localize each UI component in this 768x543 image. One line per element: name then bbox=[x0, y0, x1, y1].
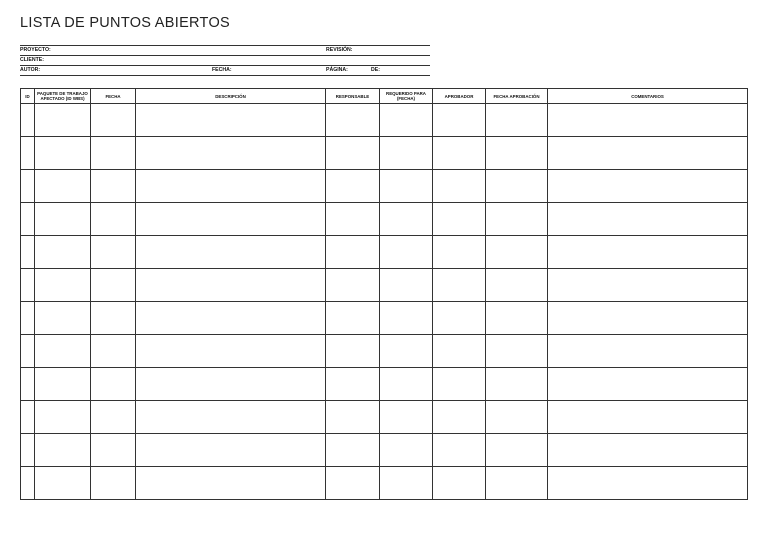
table-cell[interactable] bbox=[433, 203, 486, 236]
table-cell[interactable] bbox=[380, 434, 433, 467]
revision-label: REVISIÓN: bbox=[326, 47, 353, 53]
table-cell[interactable] bbox=[548, 434, 748, 467]
table-cell[interactable] bbox=[326, 335, 380, 368]
table-cell[interactable] bbox=[486, 236, 548, 269]
table-cell[interactable] bbox=[433, 434, 486, 467]
col-work-package: PAQUETE DE TRABAJO AFECTADO (ID WBS) bbox=[35, 89, 91, 104]
header-row-client bbox=[20, 55, 430, 65]
table-cell[interactable] bbox=[91, 203, 136, 236]
table-cell[interactable] bbox=[380, 236, 433, 269]
page-title: LISTA DE PUNTOS ABIERTOS bbox=[20, 15, 231, 31]
table-cell[interactable] bbox=[91, 401, 136, 434]
table-cell[interactable] bbox=[136, 467, 326, 500]
table-cell[interactable] bbox=[21, 302, 35, 335]
table-cell[interactable] bbox=[21, 104, 35, 137]
table-cell[interactable] bbox=[136, 434, 326, 467]
table-row bbox=[21, 170, 748, 203]
table-row bbox=[21, 137, 748, 170]
table-cell[interactable] bbox=[35, 104, 91, 137]
table-row bbox=[21, 467, 748, 500]
col-id: ID bbox=[21, 89, 35, 104]
table-cell[interactable] bbox=[35, 434, 91, 467]
table-cell[interactable] bbox=[433, 401, 486, 434]
table-cell[interactable] bbox=[548, 269, 748, 302]
table-cell[interactable] bbox=[486, 302, 548, 335]
table-cell[interactable] bbox=[21, 368, 35, 401]
table-cell[interactable] bbox=[326, 302, 380, 335]
table-row bbox=[21, 434, 748, 467]
col-approver: APROBADOR bbox=[433, 89, 486, 104]
table-cell[interactable] bbox=[35, 368, 91, 401]
table-row bbox=[21, 368, 748, 401]
table-row bbox=[21, 401, 748, 434]
table-cell[interactable] bbox=[21, 401, 35, 434]
table-cell[interactable] bbox=[35, 170, 91, 203]
table-cell[interactable] bbox=[486, 203, 548, 236]
col-date: FECHA bbox=[91, 89, 136, 104]
table-cell[interactable] bbox=[326, 236, 380, 269]
table-cell[interactable] bbox=[21, 137, 35, 170]
table-row bbox=[21, 335, 748, 368]
header-row-project bbox=[20, 45, 430, 55]
table-cell[interactable] bbox=[35, 203, 91, 236]
table-cell[interactable] bbox=[136, 104, 326, 137]
table-row bbox=[21, 203, 748, 236]
table-cell[interactable] bbox=[380, 203, 433, 236]
table-cell[interactable] bbox=[548, 335, 748, 368]
table-cell[interactable] bbox=[433, 236, 486, 269]
table-cell[interactable] bbox=[380, 368, 433, 401]
table-cell[interactable] bbox=[548, 467, 748, 500]
table-cell[interactable] bbox=[326, 467, 380, 500]
table-row bbox=[21, 104, 748, 137]
table-cell[interactable] bbox=[91, 302, 136, 335]
table-cell[interactable] bbox=[380, 170, 433, 203]
table-cell[interactable] bbox=[35, 302, 91, 335]
table-cell[interactable] bbox=[380, 467, 433, 500]
table-cell[interactable] bbox=[380, 302, 433, 335]
table-cell[interactable] bbox=[380, 137, 433, 170]
table-cell[interactable] bbox=[548, 302, 748, 335]
table-cell[interactable] bbox=[21, 434, 35, 467]
table-cell[interactable] bbox=[380, 401, 433, 434]
table-cell[interactable] bbox=[548, 170, 748, 203]
col-responsible: RESPONSABLE bbox=[326, 89, 380, 104]
table-body bbox=[21, 104, 748, 500]
table-cell[interactable] bbox=[35, 137, 91, 170]
table-cell[interactable] bbox=[548, 401, 748, 434]
table-cell[interactable] bbox=[21, 467, 35, 500]
table-cell[interactable] bbox=[380, 104, 433, 137]
table-cell[interactable] bbox=[21, 170, 35, 203]
table-cell[interactable] bbox=[486, 137, 548, 170]
document-header bbox=[20, 45, 430, 76]
table-cell[interactable] bbox=[486, 170, 548, 203]
header-row-author bbox=[20, 65, 430, 76]
col-required-by: REQUERIDO PARA (FECHA) bbox=[380, 89, 433, 104]
table-cell[interactable] bbox=[136, 269, 326, 302]
table-cell[interactable] bbox=[548, 368, 748, 401]
table-cell[interactable] bbox=[433, 104, 486, 137]
table-cell[interactable] bbox=[326, 269, 380, 302]
project-label: PROYECTO: bbox=[20, 47, 51, 53]
author-label: AUTOR: bbox=[20, 67, 41, 73]
table-cell[interactable] bbox=[91, 170, 136, 203]
table-cell[interactable] bbox=[91, 269, 136, 302]
table-cell[interactable] bbox=[136, 368, 326, 401]
table-cell[interactable] bbox=[326, 434, 380, 467]
table-cell[interactable] bbox=[548, 104, 748, 137]
table-cell[interactable] bbox=[35, 401, 91, 434]
table-cell[interactable] bbox=[433, 269, 486, 302]
table-cell[interactable] bbox=[433, 368, 486, 401]
table-cell[interactable] bbox=[35, 236, 91, 269]
table-cell[interactable] bbox=[91, 104, 136, 137]
table-cell[interactable] bbox=[486, 434, 548, 467]
table-cell[interactable] bbox=[21, 269, 35, 302]
table-cell[interactable] bbox=[433, 170, 486, 203]
table-cell[interactable] bbox=[380, 335, 433, 368]
date-label: FECHA: bbox=[212, 67, 232, 73]
table-cell[interactable] bbox=[548, 137, 748, 170]
table-cell[interactable] bbox=[433, 335, 486, 368]
table-cell[interactable] bbox=[136, 203, 326, 236]
table-cell[interactable] bbox=[433, 467, 486, 500]
table-cell[interactable] bbox=[136, 137, 326, 170]
table-cell[interactable] bbox=[548, 236, 748, 269]
col-description: DESCRIPCIÓN bbox=[136, 89, 326, 104]
table-cell[interactable] bbox=[21, 203, 35, 236]
table-cell[interactable] bbox=[21, 335, 35, 368]
page-label: PÁGINA: bbox=[326, 67, 348, 73]
table-cell[interactable] bbox=[91, 434, 136, 467]
table-cell[interactable] bbox=[91, 137, 136, 170]
table-cell[interactable] bbox=[433, 137, 486, 170]
col-approval-date: FECHA APROBACIÓN bbox=[486, 89, 548, 104]
table-cell[interactable] bbox=[136, 335, 326, 368]
table-cell[interactable] bbox=[91, 335, 136, 368]
col-comments: COMENTARIOS bbox=[548, 89, 748, 104]
table-cell[interactable] bbox=[433, 302, 486, 335]
table-cell[interactable] bbox=[486, 269, 548, 302]
table-cell[interactable] bbox=[486, 368, 548, 401]
table-header-row bbox=[21, 89, 748, 104]
table-cell[interactable] bbox=[35, 269, 91, 302]
table-cell[interactable] bbox=[486, 401, 548, 434]
table-row bbox=[21, 269, 748, 302]
table-cell[interactable] bbox=[136, 302, 326, 335]
table-cell[interactable] bbox=[136, 236, 326, 269]
table-cell[interactable] bbox=[326, 368, 380, 401]
table-cell[interactable] bbox=[326, 401, 380, 434]
of-label: DE: bbox=[371, 67, 380, 73]
table-cell[interactable] bbox=[326, 104, 380, 137]
table-cell[interactable] bbox=[486, 467, 548, 500]
table-cell[interactable] bbox=[380, 269, 433, 302]
client-label: CLIENTE: bbox=[20, 57, 44, 63]
table-cell[interactable] bbox=[486, 335, 548, 368]
table-cell[interactable] bbox=[136, 170, 326, 203]
table-cell[interactable] bbox=[326, 137, 380, 170]
table-cell[interactable] bbox=[35, 467, 91, 500]
table-cell[interactable] bbox=[91, 236, 136, 269]
table-cell[interactable] bbox=[548, 203, 748, 236]
open-items-table bbox=[20, 88, 748, 500]
table-row bbox=[21, 302, 748, 335]
table-cell[interactable] bbox=[486, 104, 548, 137]
table-cell[interactable] bbox=[21, 236, 35, 269]
table-cell[interactable] bbox=[136, 401, 326, 434]
table-cell[interactable] bbox=[35, 335, 91, 368]
table-cell[interactable] bbox=[91, 368, 136, 401]
table-cell[interactable] bbox=[91, 467, 136, 500]
table-cell[interactable] bbox=[326, 203, 380, 236]
table-row bbox=[21, 236, 748, 269]
table-cell[interactable] bbox=[326, 170, 380, 203]
